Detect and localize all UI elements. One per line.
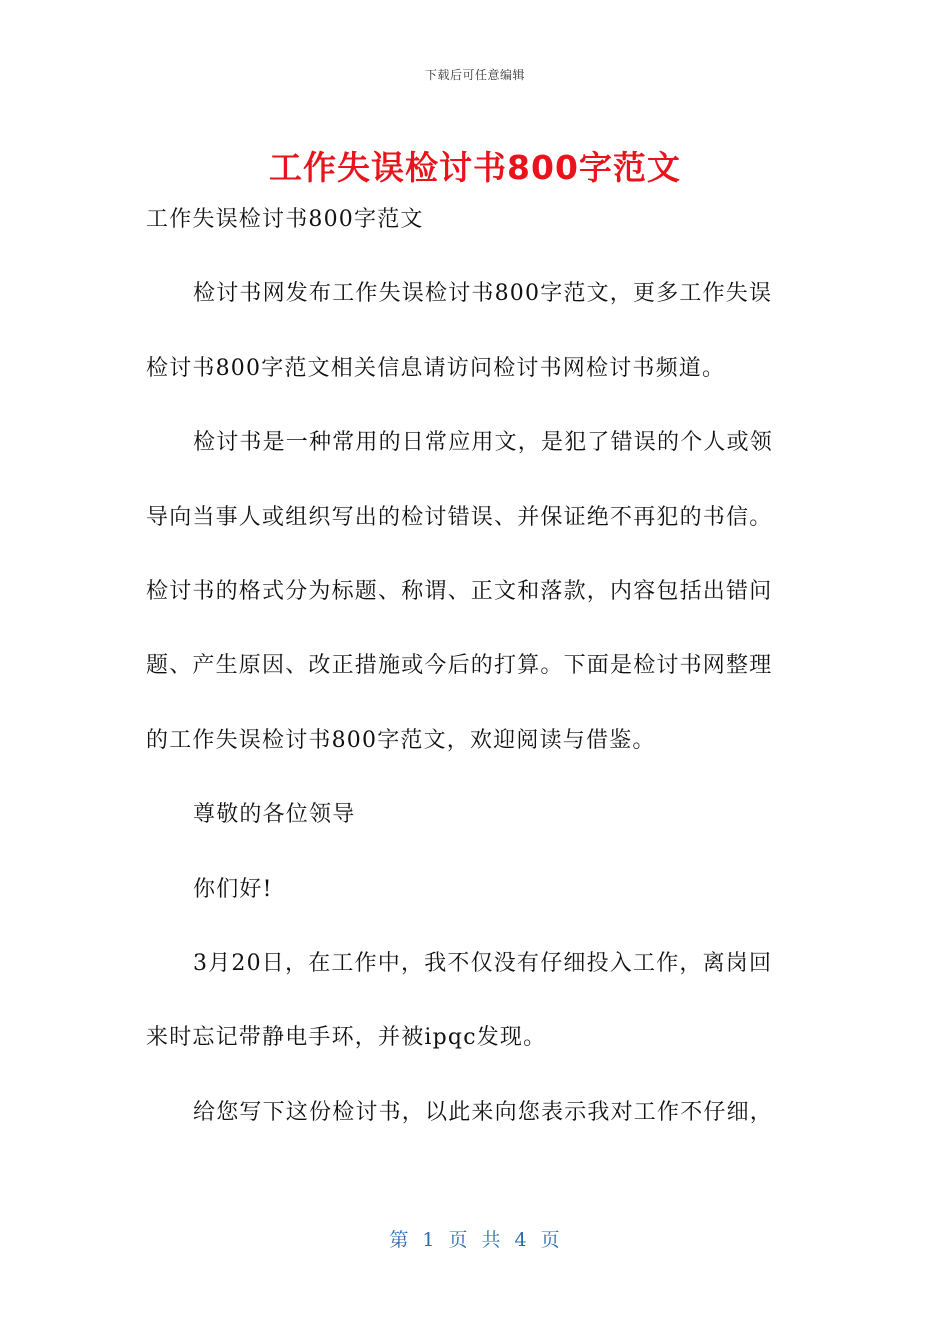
body-line: 检讨书是一种常用的日常应用文，是犯了错误的个人或领 (193, 430, 774, 456)
body-line: 检讨书网发布工作失误检讨书800字范文，更多工作失误 (193, 281, 773, 307)
body-line: 检讨书800字范文相关信息请访问检讨书网检讨书频道。 (146, 355, 726, 381)
salutation-line: 尊敬的各位领导 (193, 802, 356, 828)
body-line: 检讨书的格式分为标题、称谓、正文和落款，内容包括出错问 (146, 578, 773, 604)
header-note: 下载后可任意编辑 (424, 68, 525, 82)
body-line: 工作失误检讨书800字范文 (146, 207, 424, 232)
body-line: 3月20日，在工作中，我不仅没有仔细投入工作，离岗回 (193, 950, 773, 976)
page-number-footer: 第 1 页 共 4 页 (389, 1229, 561, 1251)
body-line: 来时忘记带静电手环，并被ipqc发现。 (146, 1025, 547, 1051)
body-line: 的工作失误检讨书800字范文，欢迎阅读与借鉴。 (146, 727, 656, 753)
body-line: 导向当事人或组织写出的检讨错误、并保证绝不再犯的书信。 (146, 504, 773, 530)
greeting-line: 你们好! (193, 876, 273, 902)
body-line: 给您写下这份检讨书，以此来向您表示我对工作不仔细， (193, 1099, 774, 1125)
body-line: 题、产生原因、改正措施或今后的打算。下面是检讨书网整理 (146, 653, 773, 679)
document-body (146, 198, 806, 1165)
document-title: 工作失误检讨书800字范文 (269, 148, 681, 187)
